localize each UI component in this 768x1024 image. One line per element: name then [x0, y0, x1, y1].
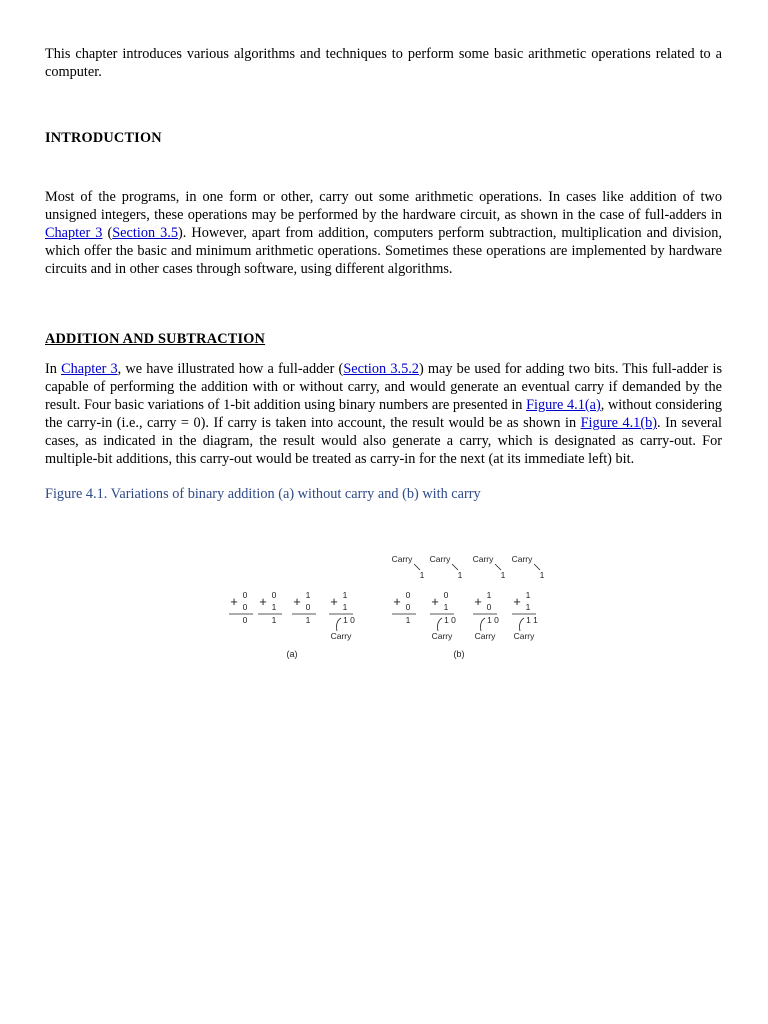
addend-top: 0 [271, 590, 277, 600]
sum-result: 1 [405, 615, 411, 625]
addend-top: 0 [443, 590, 449, 600]
addend-bottom: 1 [342, 602, 348, 612]
carry-in-bit: 1 [457, 570, 463, 580]
addend-bottom: 0 [305, 602, 311, 612]
introduction-heading: INTRODUCTION [45, 130, 162, 146]
figure-label-b: (b) [453, 649, 465, 659]
carry-in-label: Carry [429, 554, 451, 564]
carry-in-bit: 1 [500, 570, 506, 580]
carry-in-label: Carry [391, 554, 413, 564]
plus-sign: + [513, 594, 521, 609]
link-chapter-3[interactable]: Chapter 3 [61, 361, 118, 377]
sum-result: 1 [305, 615, 311, 625]
plus-sign: + [393, 594, 401, 609]
figure-part-a [229, 590, 355, 641]
text-run: In [45, 361, 62, 377]
addend-bottom: 1 [271, 602, 277, 612]
addend-bottom: 0 [242, 602, 248, 612]
plus-sign: + [259, 594, 267, 609]
text-run: , without considering the carry-in (i.e., carry = 0). If carry is taken into account, the result would be as shown in [45, 397, 722, 431]
addend-bottom: 1 [443, 602, 449, 612]
plus-sign: + [230, 594, 238, 609]
carry-out-arrow [438, 618, 443, 631]
carry-in-bit: 1 [419, 570, 425, 580]
addend-top: 0 [405, 590, 411, 600]
addend-top: 1 [305, 590, 311, 600]
text-run: Most of the programs, in one form or other, carry out some arithmetic operations. In cases like addition of two unsigned integers, these operations may be performed by the hardware circuit, as shown in the case of full-adders in [45, 189, 722, 223]
sum-result: 1 [271, 615, 277, 625]
sum-result: 1 0 [343, 615, 355, 625]
addend-top: 1 [486, 590, 492, 600]
carry-in-label: Carry [472, 554, 494, 564]
carry-out-label: Carry [513, 631, 535, 641]
addend-bottom: 0 [486, 602, 492, 612]
link-section-3-5-2[interactable]: Section 3.5.2 [343, 361, 419, 377]
sum-result: 1 0 [444, 615, 456, 625]
addend-top: 1 [342, 590, 348, 600]
plus-sign: + [330, 594, 338, 609]
plus-sign: + [474, 594, 482, 609]
addition-subtraction-heading: ADDITION AND SUBTRACTION [45, 331, 266, 347]
carry-in-bit: 1 [539, 570, 545, 580]
carry-out-label: Carry [431, 631, 453, 641]
link-section-3-5[interactable]: Section 3.5 [112, 225, 179, 241]
intro-paragraph: This chapter introduces various algorithms and techniques to perform some basic arithmetic operations related to a computer. [45, 46, 722, 80]
text-run: ). However, apart from addition, computers perform subtraction, multiplication and division, which offer the basic and minimum arithmetic operations. Sometimes these operations are implemented by hardware circuits and in other cases through software, using different algorithms. [45, 225, 722, 277]
addend-bottom: 1 [525, 602, 531, 612]
sum-result: 1 1 [526, 615, 538, 625]
plus-sign: + [431, 594, 439, 609]
link-chapter-3[interactable]: Chapter 3 [45, 225, 103, 241]
link-figure-4-1a[interactable]: Figure 4.1(a) [526, 397, 601, 413]
text-run: ) may be used for adding two bits. This full-adder is capable of performing the addition with or without carry, and would generate an eventual carry if demanded by the result. Four basic variations of 1-bit addition using binary numbers are presented in [45, 361, 723, 413]
sum-result: 1 0 [487, 615, 499, 625]
sum-result: 0 [242, 615, 248, 625]
text-run: . In several cases, as indicated in the diagram, the result would also generate a carry, which is designated as carry-out. For multiple-bit additions, this carry-out would be treated as carry-in for the next (at its immediate left) bit. [45, 415, 722, 467]
figure-caption: Figure 4.1. Variations of binary addition (a) without carry and (b) with carry [45, 486, 481, 502]
carry-out-label: Carry [330, 631, 352, 641]
addend-top: 0 [242, 590, 248, 600]
carry-out-label: Carry [474, 631, 496, 641]
carry-out-arrow [481, 618, 486, 631]
addend-bottom: 0 [405, 602, 411, 612]
link-figure-4-1b[interactable]: Figure 4.1(b) [580, 415, 657, 431]
text-run: , we have illustrated how a full-adder ( [117, 361, 344, 377]
figure-label-a: (a) [286, 649, 298, 659]
plus-sign: + [293, 594, 301, 609]
carry-in-label: Carry [511, 554, 533, 564]
addend-top: 1 [525, 590, 531, 600]
carry-out-arrow [337, 618, 342, 631]
figure-part-b [392, 554, 545, 641]
carry-out-arrow [520, 618, 525, 631]
text-run: ( [102, 225, 113, 241]
